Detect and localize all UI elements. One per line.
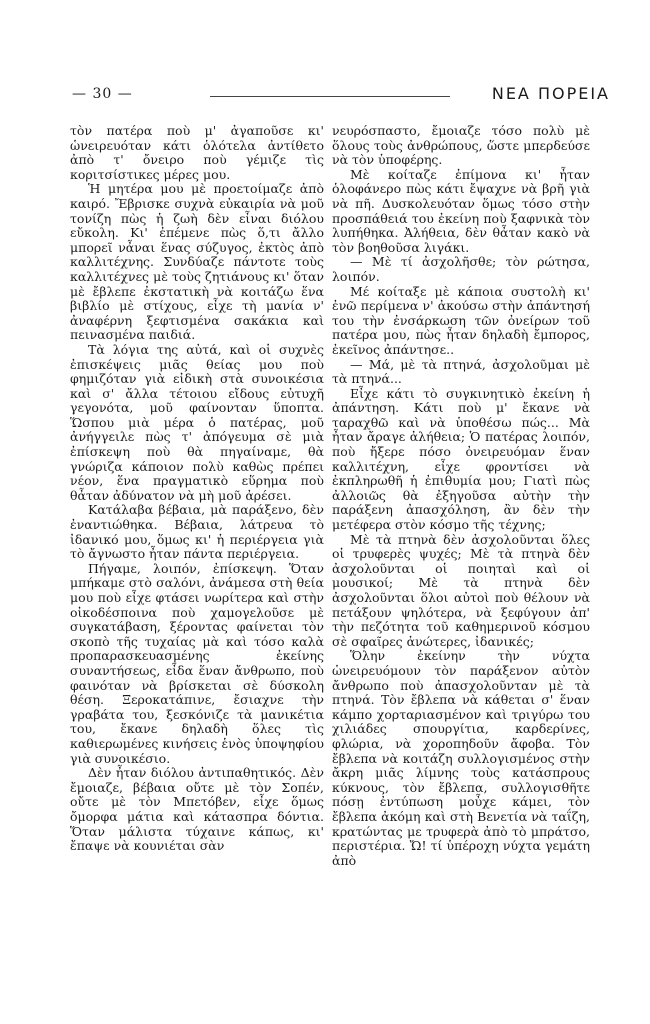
paragraph: νευρόσπαστο, ἔμοιαζε τόσο πολὺ μὲ ὅλους τοὺς ἀνθρώπους, ὥστε μπερδεύσε νὰ τὸν ὑποφέρης. — [332, 123, 590, 168]
left-column — [70, 124, 324, 854]
paragraph: Ἡ μητέρα μου μὲ προετοίμαζε ἀπὸ καιρό. Ἔβρισκε συχνὰ εὐκαιρία νὰ μοῦ τονίζη πὼς ἡ ζωὴ δὲν εἶναι διόλου εὔκολη. Κι' ἐπέμενε πὼς ὅ,τι ἄλλο μπορεῖ νἆναι ἕνας σύζυγος, ἐκτὸς ἀπὸ καλλιτέχνης. Συνδύαζε πάντοτε τοὺς καλλιτέχνες μὲ τοὺς ζητιάνους κι' ὅταν μὲ ἔβλεπε ἐκστατικὴ νὰ κοιτάζω ἕνα βιβλίο μὲ στίχους, εἶχε τὴ μανία ν' ἀναφέρνη ξεφτισμένα σακάκια καὶ πεινασμένα παιδιά. — [70, 181, 324, 343]
paragraph: — Μὲ τί ἀσχολῆσθε; τὸν ρώτησα, λοιπόν. — [332, 254, 590, 284]
paragraph: Μέ κοίταξε μὲ κάποια συστολὴ κι' ἐνῶ περίμενα ν' ἀκούσω στὴν ἀπάντησή του τὴν ἐνσάρκωση τῶν ὀνείρων τοῦ πατέρα μου, πὼς ἦταν δηλαδὴ ἔμπορος, ἐκεῖνος ἀπάντησε.. — [332, 283, 590, 357]
paragraph: τὸν πατέρα ποὺ μ' ἀγαποῦσε κι' ὡνειρευόταν κάτι ὁλότελα ἀντίθετο ἀπὸ τ' ὄνειρο ποὺ γέμιζε τὶς κοριτσίστικες μέρες μου. — [70, 123, 324, 182]
paragraph: Εἶχε κάτι τὸ συγκινητικὸ ἐκείνη ἡ ἀπάντηση. Κάτι ποὺ μ' ἔκανε νὰ ταραχθῶ καὶ νὰ ὑποθέσω πώς... Μὰ ἦταν ἄραγε ἀλήθεια; Ὁ πατέρας λοιπόν, ποὺ ἤξερε πόσο ὀνειρευόμαν ἕναν καλλιτέχνη, εἶχε φροντίσει νὰ ἐκπληρωθῆ ἡ ἐπιθυμία μου; Γιατὶ πὼς ἀλλοιῶς θὰ ἐξηγοῦσα αὐτὴν τὴν παράξενη ἀπασχόληση, ἂν δὲν τὴν μετέφερα στὸν κόσμο τῆς τέχνης; — [332, 385, 590, 533]
paragraph: Τὰ λόγια της αὐτά, καὶ οἱ συχνὲς ἐπισκέψεις μιᾶς θείας μου ποὺ φημιζόταν γιὰ εἰδικὴ στὰ συνοικέσια καὶ σ' ἄλλα τέτοιου εἴδους εὐτυχῆ γεγονότα, μοῦ φαίνονταν ὕποπτα. Ὥσπου μιὰ μέρα ὁ πατέρας, μοῦ ἀνήγγειλε πὼς τ' ἀπόγευμα σὲ μιὰ ἐπίσκεψη ποὺ θὰ πηγαίναμε, θὰ γνώριζα κάποιον πολὺ καθὼς πρέπει νέον, ἕνα πραγματικὸ εὕρημα ποὺ θἆταν ἀδύνατον νὰ μὴ μοῦ ἀρέσει. — [70, 341, 324, 503]
paragraph: Μὲ κοίταζε ἐπίμονα κι' ἦταν ὁλοφάνερο πὼς κάτι ἔψαχνε νὰ βρῆ γιὰ νὰ πῆ. Δυσκολευόταν ὅμως τόσο στὴν προσπάθειά του ἐκείνη ποὺ ξαφνικὰ τὸν λυπήθηκα. Ἀλήθεια, δὲν θἆταν κακὸ νὰ τὸν βοηθοῦσα λιγάκι. — [332, 166, 590, 255]
paragraph: — Μά, μὲ τὰ πτηνά, ἀσχολοῦμαι μὲ τὰ πτηνά... — [332, 356, 590, 387]
paragraph: Πήγαμε, λοιπόν, ἐπίσκεψη. Ὅταν μπήκαμε στὸ σαλόνι, ἀνάμεσα στὴ θεία μου ποὺ εἶχε φτάσει νωρίτερα καὶ στὴν οἰκοδέσποινα ποὺ χαμογελοῦσε μὲ συγκατάβαση, ξέροντας φαίνεται τὸν σκοπὸ τῆς τυχαίας μὰ καὶ τόσο καλὰ προπαρασκευασμένης ἐκείνης συναντήσεως, εἶδα ἕναν ἄνθρωπο, ποὺ φαινόταν νὰ βρίσκεται σὲ δύσκολη θέση. Ξεροκατάπινε, ἔσιαχνε τὴν γραβάτα του, ξεσκόνιζε τὰ μανικέτια του, ἔκανε δηλαδὴ ὅλες τὶς καθιερωμένες κινήσεις ἑνὸς ὑποψηφίου γιὰ συνοικέσιο. — [70, 560, 324, 766]
right-column — [332, 124, 590, 868]
header-rule — [210, 96, 450, 97]
paragraph: Ὅλην ἐκείνην τὴν νύχτα ὡνειρευόμουν τὸν παράξενον αὐτὸν ἄνθρωπο ποὺ ἀπασχολοῦνταν μὲ τὰ πτηνά. Τὸν ἔβλεπα νὰ κάθεται σ' ἕναν κάμπο χορταριασμένον καὶ τριγύρω του χιλιάδες σπουργίτια, καρδερίνες, φλώρια, νὰ χοροπηδοῦν ἄφοβα. Τὸν ἔβλεπα νὰ κοιτάζη συλλογισμένος στὴν ἄκρη μιᾶς λίμνης τοὺς κατάσπρους κύκνους, τὸν ἔβλεπα, συλλογισθῆτε πόσῃ ἐντύπωση μοὖχε κάμει, τὸν ἔβλεπα ἀκόμη καὶ στὴ Βενετία νὰ ταΐζη, κρατώντας με τρυφερὰ ἀπὸ τὸ μπράτσο, περιστέρια. Ὤ! τί ὑπέροχη νύχτα γεμάτη ἀπὸ — [332, 648, 590, 868]
page-number: — 30 — — [72, 86, 133, 102]
paragraph: Κατάλαβα βέβαια, μὰ παράξενο, δὲν ἐναντιώθηκα. Βέβαια, λάτρευα τὸ ἰδανικό μου, ὅμως κι' ἡ περιέργεια γιὰ τὸ ἄγνωστο ἦταν πάντα περιέργεια. — [70, 502, 324, 562]
paragraph: Δὲν ἦταν διόλου ἀντιπαθητικός. Δὲν ἔμοιαζε, βέβαια οὔτε μὲ τὸν Σοπέν, οὔτε μὲ τὸν Μπετόβεν, εἶχε ὅμως ὄμορφα μάτια καὶ κάτασπρα δόντια. Ὅταν μάλιστα τύχαινε κάπως, κι' ἔπαψε νὰ κουνιέται σὰν — [70, 765, 324, 854]
paragraph: Μὲ τὰ πτηνὰ δὲν ἀσχολοῦνται ὅλες οἱ τρυφερὲς ψυχές; Μὲ τὰ πτηνὰ δὲν ἀσχολοῦνται οἱ ποιηταὶ καὶ οἱ μουσικοί; Μὲ τὰ πτηνὰ δὲν ἀσχολοῦνται ὅλοι αὐτοὶ ποὺ θέλουν νὰ πετάξουν ψηλότερα, νὰ ξεφύγουν ἀπ' τὴν πεζότητα τοῦ καθημερινοῦ κόσμου σὲ σφαῖρες ἀνώτερες, ἰδανικές; — [332, 531, 590, 649]
magazine-title: ΝΕΑ ΠΟΡΕΙΑ — [491, 84, 610, 103]
